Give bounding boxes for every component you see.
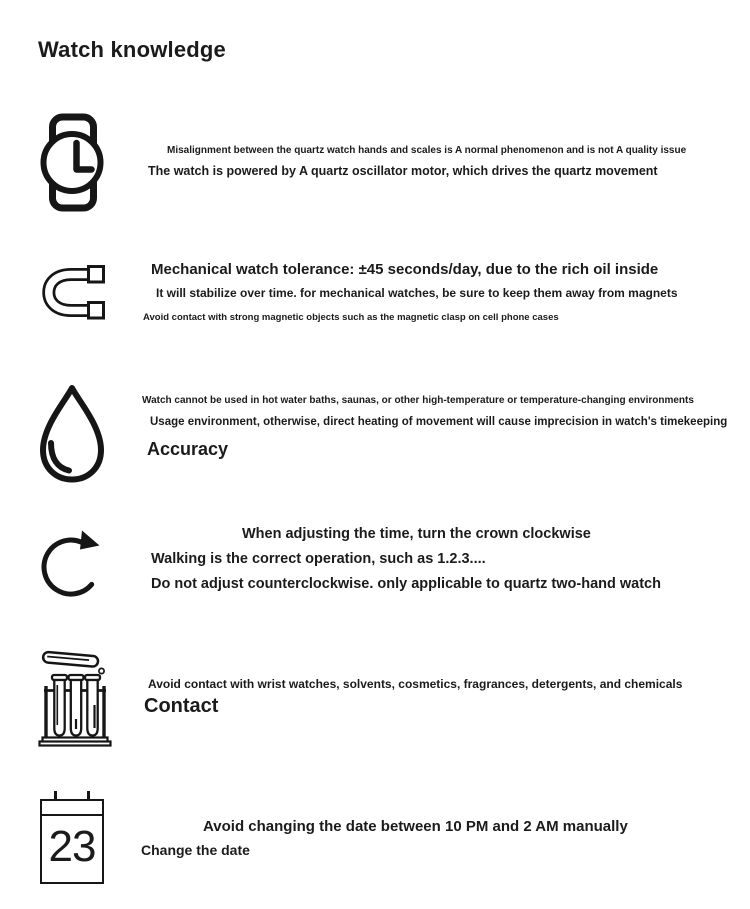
mechanical-tolerance-text: Mechanical watch tolerance: ±45 seconds/day, due to the rich oil inside — [151, 261, 659, 278]
magnetic-objects-note: Avoid contact with strong magnetic objects such as the magnetic clasp on cell phone cases — [143, 312, 559, 323]
avoid-date-change-text: Avoid changing the date between 10 PM and 2 AM manually — [203, 818, 628, 835]
correct-operation-text: Walking is the correct operation, such as 1.2.3.... — [151, 551, 486, 567]
magnet-warning-text: It will stabilize over time. for mechanical watches, be sure to keep them away from magnets — [156, 286, 678, 300]
clockwise-arrow-icon — [40, 522, 108, 602]
test-tubes-icon — [38, 644, 112, 747]
quartz-movement-text: The watch is powered by A quartz oscillator motor, which drives the quartz movement — [148, 164, 658, 178]
magnet-icon — [42, 261, 108, 323]
avoid-chemicals-text: Avoid contact with wrist watches, solvents, cosmetics, fragrances, detergents, and chemicals — [148, 677, 683, 691]
wrist-watch-icon — [40, 113, 104, 212]
calendar-icon — [40, 791, 104, 885]
calendar-day-number: 23 — [48, 822, 96, 871]
change-date-heading: Change the date — [141, 842, 250, 858]
water-drop-icon — [38, 383, 106, 484]
quartz-misalignment-note: Misalignment between the quartz watch hands and scales is A normal phenomenon and is not A quality issue — [167, 145, 687, 156]
usage-environment-text: Usage environment, otherwise, direct heating of movement will cause imprecision in watch's timekeeping — [150, 416, 728, 428]
hot-water-note: Watch cannot be used in hot water baths, saunas, or other high-temperature or temperature-changing environments — [142, 395, 694, 406]
turn-crown-clockwise-text: When adjusting the time, turn the crown clockwise — [242, 526, 591, 542]
calendar-page — [40, 799, 104, 884]
accuracy-heading: Accuracy — [147, 439, 229, 459]
no-counterclockwise-text: Do not adjust counterclockwise. only applicable to quartz two-hand watch — [151, 576, 661, 592]
page-title: Watch knowledge — [38, 37, 226, 62]
calendar-header-bar — [42, 801, 102, 816]
contact-heading: Contact — [144, 695, 219, 717]
